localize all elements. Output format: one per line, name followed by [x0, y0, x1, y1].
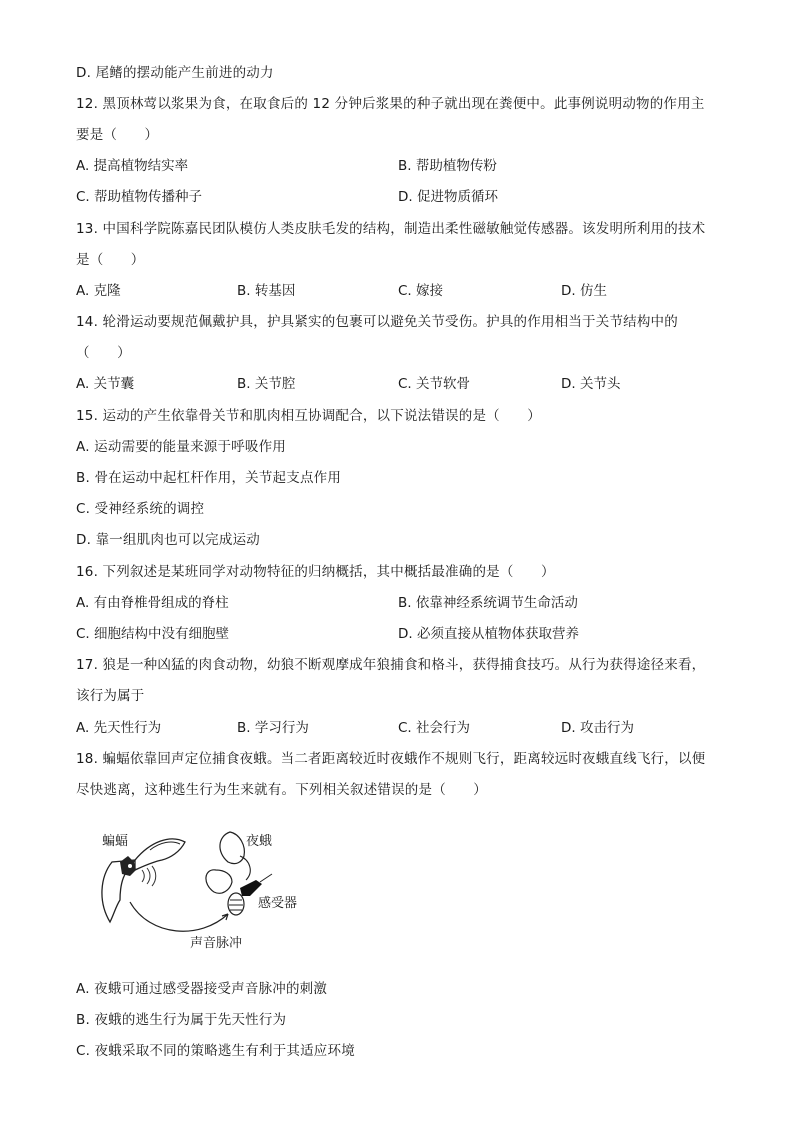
- q12-stem-line2: 要是（ ）: [76, 127, 159, 143]
- moth-upper-wing: [220, 832, 244, 864]
- sensor-label: 感受器: [258, 896, 298, 911]
- q16-option-a: A. 有由脊椎骨组成的脊柱: [76, 595, 229, 611]
- moth-stripes: [229, 900, 243, 910]
- q14-stem-line2: （ ）: [76, 345, 131, 361]
- q17-option-a: A. 先天性行为: [76, 720, 162, 736]
- sound-wave-2: [147, 868, 150, 884]
- q15-option-b: B. 骨在运动中起杠杆作用，关节起支点作用: [76, 470, 342, 486]
- moth-antenna: [260, 874, 272, 882]
- q13-stem-line1: 13. 中国科学院陈嘉民团队模仿人类皮肤毛发的结构，制造出柔性磁敏触觉传感器。该发明所利用的技术: [76, 221, 706, 237]
- q13-option-c: C. 嫁接: [398, 283, 444, 299]
- bat-label: 蝙蝠: [102, 834, 129, 849]
- q17-option-d: D. 攻击行为: [561, 720, 634, 736]
- q12-option-b: B. 帮助植物传粉: [398, 158, 497, 174]
- q18-stem-line1: 18. 蝙蝠依靠回声定位捕食夜蛾。当二者距离较近时夜蛾作不规则飞行，距离较远时夜蛾直线飞行，以便: [76, 751, 706, 767]
- q14-option-c: C. 关节软骨: [398, 376, 471, 392]
- q12-option-d: D. 促进物质循环: [398, 189, 498, 205]
- q12-option-c: C. 帮助植物传播种子: [76, 189, 203, 205]
- q18-option-a: A. 夜蛾可通过感受器接受声音脉冲的刺激: [76, 981, 328, 997]
- moth-lower-wing: [206, 870, 232, 893]
- q14-stem-line1: 14. 轮滑运动要规范佩戴护具，护具紧实的包裹可以避免关节受伤。护具的作用相当于关节结构中的: [76, 314, 678, 330]
- q16-option-b: B. 依靠神经系统调节生命活动: [398, 595, 578, 611]
- q16-stem: 16. 下列叙述是某班同学对动物特征的归纳概括，其中概括最准确的是（ ）: [76, 564, 555, 580]
- q14-option-b: B. 关节腔: [237, 376, 296, 392]
- q13-stem-line2: 是（ ）: [76, 252, 145, 268]
- q15-stem: 15. 运动的产生依靠骨关节和肌肉相互协调配合，以下说法错误的是（ ）: [76, 408, 541, 424]
- pulse-arrow: [130, 902, 228, 931]
- q17-stem-line2: 该行为属于: [76, 688, 145, 704]
- q12-stem-line1: 12. 黑顶林莺以浆果为食，在取食后的 12 分钟后浆果的种子就出现在粪便中。此事例说明动物的作用主: [76, 96, 705, 112]
- q17-option-c: C. 社会行为: [398, 720, 471, 736]
- q11-option-d: D. 尾鳍的摆动能产生前进的动力: [76, 65, 274, 81]
- q13-option-d: D. 仿生: [561, 283, 607, 299]
- q14-option-d: D. 关节头: [561, 376, 621, 392]
- q18-option-b: B. 夜蛾的逃生行为属于先天性行为: [76, 1012, 287, 1028]
- q15-option-d: D. 靠一组肌肉也可以完成运动: [76, 532, 260, 548]
- q16-option-d: D. 必须直接从植物体获取营养: [398, 626, 579, 642]
- q15-option-c: C. 受神经系统的调控: [76, 501, 205, 517]
- pulse-label: 声音脉冲: [190, 936, 243, 951]
- bat-eye: [128, 864, 132, 868]
- q17-option-b: B. 学习行为: [237, 720, 309, 736]
- q14-option-a: A. 关节囊: [76, 376, 135, 392]
- sound-wave-1: [142, 870, 144, 882]
- moth-abdomen: [228, 893, 244, 915]
- q15-option-a: A. 运动需要的能量来源于呼吸作用: [76, 439, 286, 455]
- q12-option-a: A. 提高植物结实率: [76, 158, 189, 174]
- q16-option-c: C. 细胞结构中没有细胞壁: [76, 626, 230, 642]
- bat-moth-figure: [90, 822, 320, 952]
- q18-option-c: C. 夜蛾采取不同的策略逃生有利于其适应环境: [76, 1043, 355, 1059]
- q18-stem-line2: 尽快逃离，这种逃生行为生来就有。下列相关叙述错误的是（ ）: [76, 782, 487, 798]
- sound-wave-3: [152, 866, 156, 886]
- moth-label: 夜蛾: [246, 834, 273, 849]
- q13-option-b: B. 转基因: [237, 283, 296, 299]
- q17-stem-line1: 17. 狼是一种凶猛的肉食动物，幼狼不断观摩成年狼捕食和格斗，获得捕食技巧。从行为获得途径来看，: [76, 657, 706, 673]
- bat-upper-wing: [135, 839, 185, 870]
- q13-option-a: A. 克隆: [76, 283, 121, 299]
